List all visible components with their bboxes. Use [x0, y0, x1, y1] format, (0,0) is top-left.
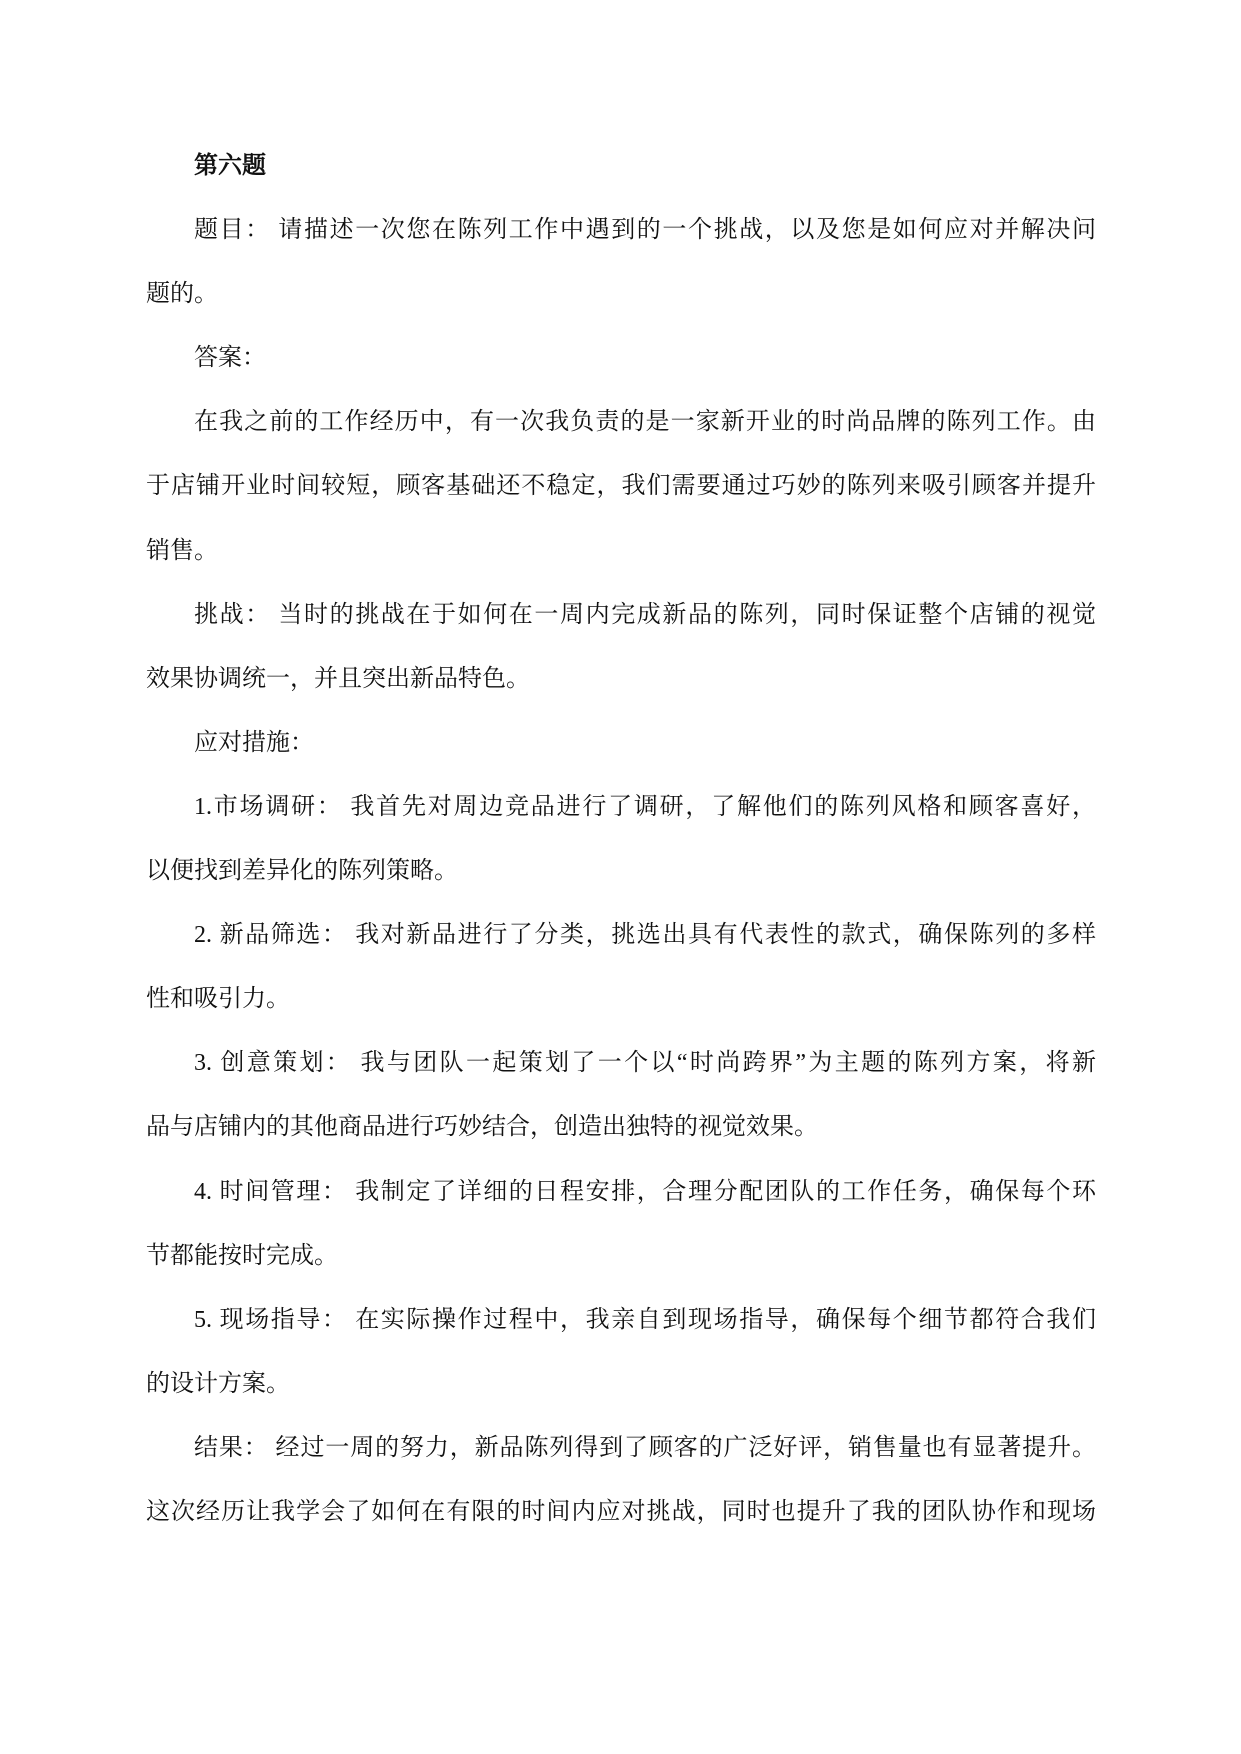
question-heading: 第六题 [194, 153, 266, 179]
paragraph-line: 应对措施： [194, 729, 314, 756]
paragraph-line: 4. 时间管理： 我制定了详细的日程安排，合理分配团队的工作任务，确保每个环 [194, 1178, 1096, 1205]
measure-item-time-management [146, 1160, 1096, 1288]
paragraph-line: 这次经历让我学会了如何在有限的时间内应对挑战，同时也提升了我的团队协作和现场 [146, 1498, 1096, 1525]
challenge-paragraph [146, 583, 1096, 711]
paragraph-line: 结果： 经过一周的努力，新品陈列得到了顾客的广泛好评，销售量也有显著提升。 [194, 1434, 1096, 1461]
measure-item-market-research [146, 775, 1096, 903]
paragraph-line: 在我之前的工作经历中，有一次我负责的是一家新开业的时尚品牌的陈列工作。由 [194, 409, 1096, 436]
paragraph-line: 销售。 [146, 537, 218, 564]
result-paragraph [146, 1416, 1096, 1544]
paragraph-line: 品与店铺内的其他商品进行巧妙结合，创造出独特的视觉效果。 [146, 1114, 818, 1141]
measure-item-product-selection [146, 903, 1096, 1031]
measure-item-creative-planning [146, 1031, 1096, 1159]
answer-label [146, 326, 1096, 390]
paragraph-line: 以便找到差异化的陈列策略。 [146, 858, 458, 885]
question-paragraph [146, 198, 1096, 326]
paragraph-line: 节都能按时完成。 [146, 1242, 338, 1269]
paragraph-line: 1.市场调研： 我首先对周边竞品进行了调研，了解他们的陈列风格和顾客喜好， [194, 793, 1096, 820]
paragraph-line: 于店铺开业时间较短，顾客基础还不稳定，我们需要通过巧妙的陈列来吸引顾客并提升 [146, 473, 1096, 500]
paragraph-line: 效果协调统一，并且突出新品特色。 [146, 665, 530, 692]
paragraph-line: 3. 创意策划： 我与团队一起策划了一个以“时尚跨界”为主题的陈列方案，将新 [194, 1050, 1096, 1077]
measure-item-onsite-guidance [146, 1288, 1096, 1416]
background-paragraph [146, 390, 1096, 582]
paragraph-line: 性和吸引力。 [146, 986, 290, 1013]
paragraph-line: 的设计方案。 [146, 1370, 290, 1397]
paragraph-line: 答案： [194, 345, 266, 372]
document-body [146, 134, 1096, 1544]
paragraph-line: 题的。 [146, 281, 218, 308]
paragraph-line: 2. 新品筛选： 我对新品进行了分类，挑选出具有代表性的款式，确保陈列的多样 [194, 922, 1096, 949]
paragraph-line: 题目： 请描述一次您在陈列工作中遇到的一个挑战，以及您是如何应对并解决问 [194, 217, 1096, 244]
paragraph-line: 挑战： 当时的挑战在于如何在一周内完成新品的陈列，同时保证整个店铺的视觉 [194, 601, 1096, 628]
paragraph-line: 5. 现场指导： 在实际操作过程中，我亲自到现场指导，确保每个细节都符合我们 [194, 1306, 1096, 1333]
measures-label [146, 711, 1096, 775]
